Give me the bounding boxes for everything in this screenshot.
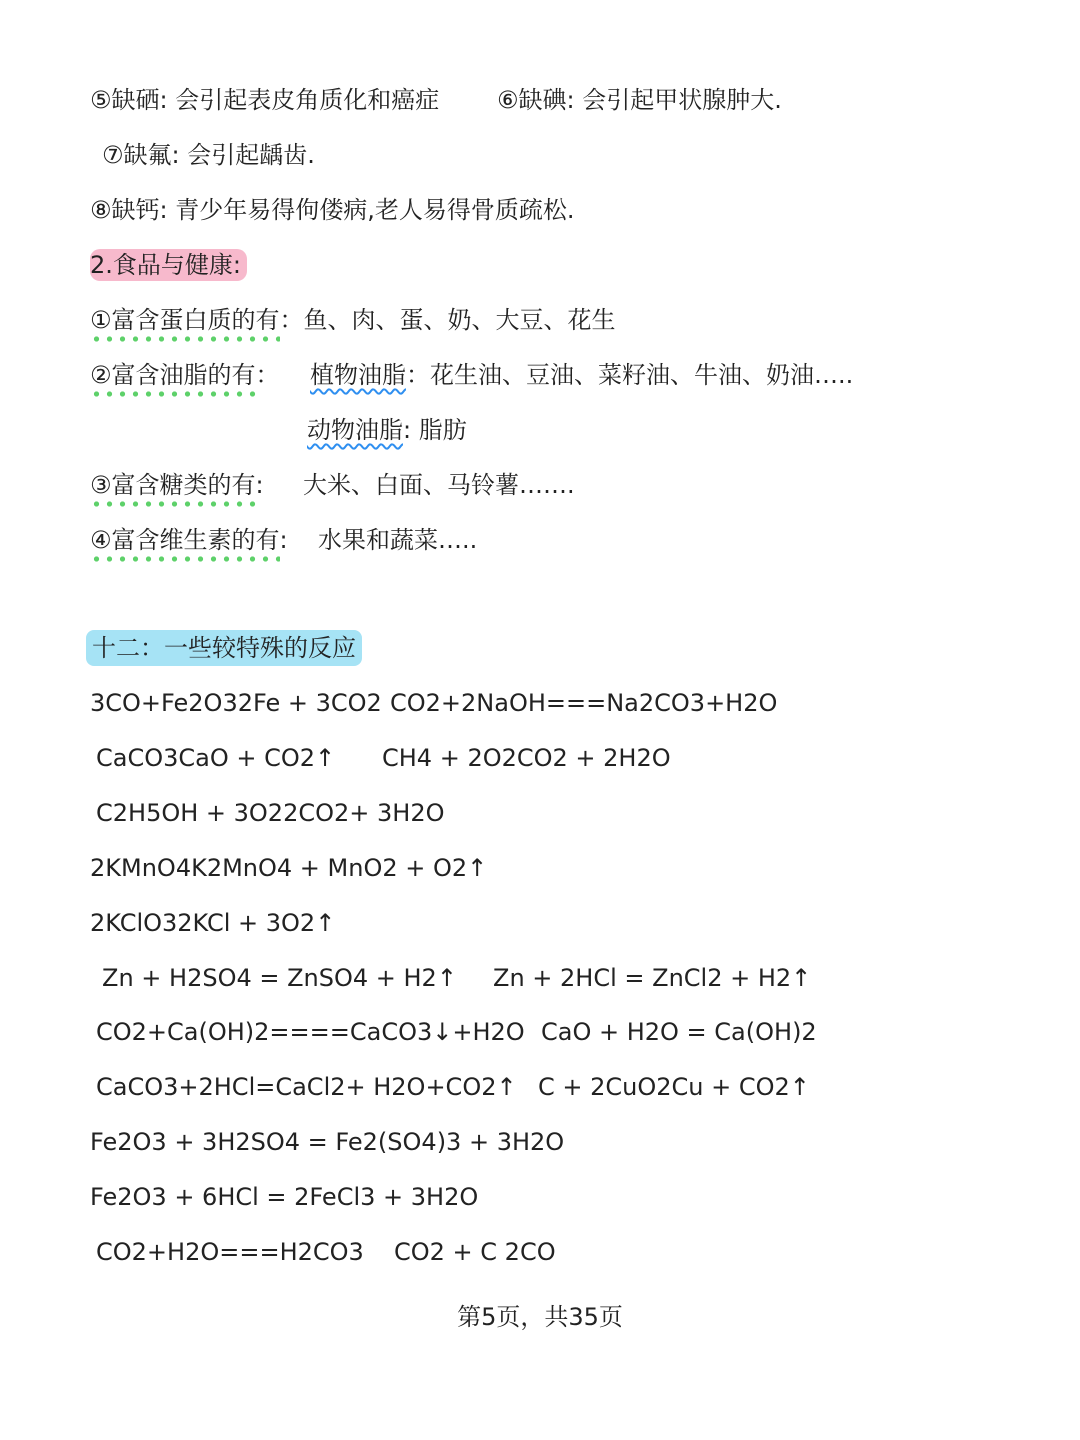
animal-fat-label: 动物油脂	[307, 416, 403, 444]
animal-fat-line	[307, 415, 467, 445]
fat-label: ②富含油脂的有	[90, 361, 256, 398]
vitamin-sep: :	[279, 526, 288, 554]
section12-heading	[86, 633, 362, 663]
deficiency-fluorine: ⑦缺氟: 会引起龋齿.	[102, 141, 315, 169]
deficiency-iodine: ⑥缺碘: 会引起甲状腺肿大.	[497, 86, 782, 114]
reaction-caco3-hcl: CaCO3+2HCl=CaCl2+ H2O+CO2↑	[96, 1073, 517, 1101]
reaction-caco3-decompose: CaCO3CaO + CO2↑	[96, 744, 336, 772]
reaction-cao-water: CaO + H2O = Ca(OH)2	[541, 1018, 817, 1046]
plant-fat-value: ：花生油、豆油、菜籽油、牛油、奶油…..	[406, 361, 854, 389]
deficiency-calcium: ⑧缺钙: 青少年易得佝偻病,老人易得骨质疏松.	[90, 196, 575, 224]
reaction-co2-water: CO2+H2O===H2CO3	[96, 1238, 364, 1266]
reaction-kmno4: 2KMnO4K2MnO4 + MnO2 + O2↑	[90, 854, 488, 882]
reaction-co2-limewater: CO2+Ca(OH)2====CaCO3↓+H2O	[96, 1018, 525, 1046]
plant-fat-label: 植物油脂	[310, 361, 406, 389]
reaction-c-cuo: C + 2CuO2Cu + CO2↑	[538, 1073, 810, 1101]
protein-value: 鱼、肉、蛋、奶、大豆、花生	[303, 306, 616, 334]
reaction-fe2o3-hcl: Fe2O3 + 6HCl = 2FeCl3 + 3H2O	[90, 1183, 479, 1211]
reaction-ethanol-combust: C2H5OH + 3O22CO2+ 3H2O	[96, 799, 445, 827]
fat-sep: ：	[255, 361, 280, 389]
reaction-zn-hcl: Zn + 2HCl = ZnCl2 + H2↑	[493, 964, 812, 992]
reaction-ch4-combust: CH4 + 2O2CO2 + 2H2O	[382, 744, 671, 772]
sugar-value: 大米、白面、马铃薯…….	[303, 471, 575, 499]
sugar-line	[90, 470, 264, 500]
vitamin-line	[90, 525, 288, 555]
reaction-co2-carbon: CO2 + C 2CO	[394, 1238, 556, 1266]
section12-heading-text: 十二：一些较特殊的反应	[86, 630, 362, 666]
animal-fat-value: : 脂肪	[403, 416, 467, 444]
deficiency-selenium: ⑤缺硒: 会引起表皮角质化和癌症	[90, 86, 440, 114]
food-health-heading-text: 2.食品与健康:	[90, 249, 247, 281]
food-health-heading	[90, 250, 247, 280]
reaction-kclo3: 2KClO32KCl + 3O2↑	[90, 909, 336, 937]
protein-sep: ：	[279, 306, 304, 334]
plant-fat-line	[310, 360, 853, 390]
protein-line	[90, 305, 616, 335]
reaction-fe2o3-h2so4: Fe2O3 + 3H2SO4 = Fe2(SO4)3 + 3H2O	[90, 1128, 565, 1156]
sugar-label: ③富含糖类的有	[90, 471, 256, 508]
page-footer: 第5页，共35页	[457, 1303, 623, 1331]
vitamin-value: 水果和蔬菜…..	[318, 526, 478, 554]
vitamin-label: ④富含维生素的有	[90, 526, 280, 563]
protein-label: ①富含蛋白质的有	[90, 306, 280, 343]
reaction-co2-naoh: CO2+2NaOH===Na2CO3+H2O	[390, 689, 778, 717]
reaction-co-fe2o3: 3CO+Fe2O32Fe + 3CO2	[90, 689, 382, 717]
reaction-zn-h2so4: Zn + H2SO4 = ZnSO4 + H2↑	[102, 964, 457, 992]
fat-label-line	[90, 360, 280, 390]
sugar-sep: :	[255, 471, 264, 499]
